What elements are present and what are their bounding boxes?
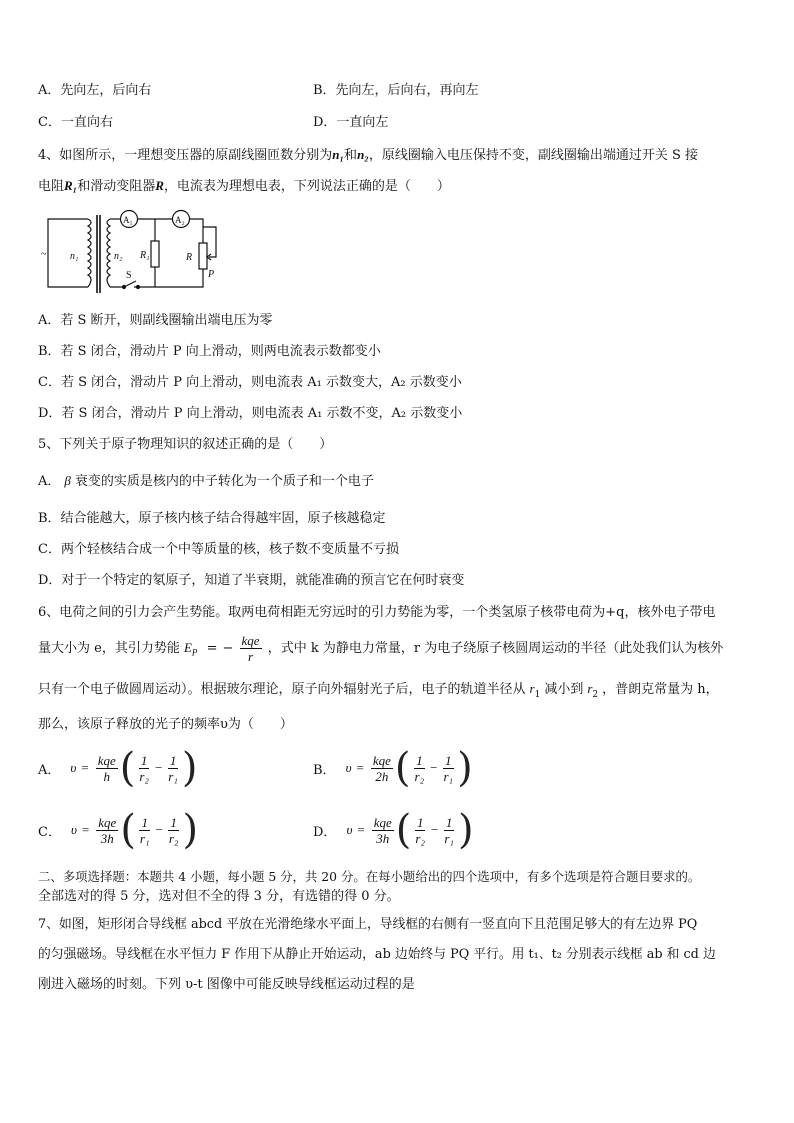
- q4-stem-line2: 电阻R₁和滑动变阻器R，电流表为理想电表，下列说法正确的是（ ）: [38, 178, 450, 194]
- q5-option-d: D．对于一个特定的氡原子，知道了半衰期，就能准确的预言它在何时衰变: [38, 573, 465, 588]
- section2-instructions-line2: 全部选对的得 5 分，选对但不全的得 3 分，有选错的得 0 分。: [38, 889, 400, 904]
- q4-option-d: D．若 S 闭合，滑动片 P 向上滑动，则电流表 A₁ 示数不变，A₂ 示数变小: [38, 406, 463, 421]
- q7-stem-line3: 刚进入磁场的时刻。下列 υ-t 图像中可能反映导线框运动过程的是: [38, 977, 415, 992]
- q4-circuit-diagram: [38, 205, 228, 300]
- r1-label: R₁: [140, 250, 150, 261]
- q6-stem-line2: 量大小为 e，其引力势能 $E_P$ = − $\frac{\text{kqe}}{r}$ ，式中 k 为静电力常量，r 为电子绕原子核圆周运动的半径（此处我们认为核外: [38, 633, 724, 664]
- q7-stem-line2: 的匀强磁场。导线框在水平恒力 F 作用下从静止开始运动，ab 边始终与 PQ 平行。用 t₁、t₂ 分别表示线框 ab 和 cd 边: [38, 947, 716, 962]
- q4-option-c: C．若 S 闭合，滑动片 P 向上滑动，则电流表 A₁ 示数变大，A₂ 示数变小: [38, 375, 462, 390]
- q6-option-a: A． υ = $\frac{\text{kqe}}{h}$ ( $\frac{1}{\text{r₂}}$ − $\frac{1}{\text{r₁}}$ ): [38, 745, 198, 791]
- q7-stem-line1: 7、如图，矩形闭合导线框 abcd 平放在光滑绝缘水平面上，导线框的右侧有一竖直向下且范围足够大的有左边界 PQ: [38, 917, 698, 932]
- q6-option-c: C． υ = $\frac{\text{kqe}}{3h}$ ( $\frac{1}{\text{r₁}}$ − $\frac{1}{\text{r₂}}$ ): [38, 807, 199, 853]
- q3-option-c: C．一直向右: [38, 115, 113, 130]
- a1-label: A₁: [123, 215, 133, 225]
- potential-energy-fraction: $\frac{\text{kqe}}{r}$: [241, 633, 260, 664]
- r-label: R: [186, 252, 193, 263]
- q6-stem-line4: 那么，该原子释放的光子的频率υ为（ ）: [38, 717, 293, 732]
- q3-option-d: D．一直向左: [313, 115, 389, 130]
- q5-stem: 5、下列关于原子物理知识的叙述正确的是（ ）: [38, 437, 333, 452]
- n2-label: n₂: [114, 251, 123, 262]
- q5-option-c: C．两个轻核结合成一个中等质量的核，核子数不变质量不亏损: [38, 542, 399, 557]
- q6-stem-line1: 6、电荷之间的引力会产生势能。取两电荷相距无穷远时的引力势能为零，一个类氢原子核带电荷为+q，核外电子带电: [38, 605, 716, 620]
- q4-option-b: B．若 S 闭合，滑动片 P 向上滑动，则两电流表示数都变小: [38, 344, 381, 359]
- n1-label: n₁: [70, 251, 79, 262]
- q6-option-d: D． υ = $\frac{\text{kqe}}{3h}$ ( $\frac{1}{\text{r₂}}$ − $\frac{1}{\text{r₁}}$ ): [313, 807, 474, 853]
- a2-label: A₂: [175, 215, 185, 225]
- q6-option-b: B． υ = $\frac{\text{kqe}}{2h}$ ( $\frac{1}{\text{r₂}}$ − $\frac{1}{\text{r₁}}$ ): [313, 745, 473, 791]
- q5-option-a: A． β 衰变的实质是核内的中子转化为一个质子和一个电子: [38, 473, 374, 489]
- q3-option-a: A．先向左，后向右: [38, 83, 152, 98]
- s-label: S: [126, 270, 132, 281]
- q4-stem-line1: 4、如图所示，一理想变压器的原副线圈匝数分别为n₁和n₂，原线圈输入电压保持不变，副线圈输出端通过开关 S 接: [38, 147, 698, 163]
- q3-option-b: B．先向左，后向右，再向左: [313, 83, 479, 98]
- p-label: P: [208, 269, 215, 280]
- section2-instructions-line1: 二、多项选择题：本题共 4 小题，每小题 5 分，共 20 分。在每小题给出的四个选项中，有多个选项是符合题目要求的。: [38, 869, 701, 884]
- ac-source-label: ~: [41, 249, 47, 260]
- q6-stem-line3: 只有一个电子做圆周运动）。根据玻尔理论，原子向外辐射光子后，电子的轨道半径从 $r_1$ 减小到 $r_2$ ，普朗克常量为 h，: [38, 681, 719, 700]
- q5-option-b: B．结合能越大，原子核内核子结合得越牢固，原子核越稳定: [38, 511, 386, 526]
- q4-option-a: A．若 S 断开，则副线圈输出端电压为零: [38, 313, 273, 328]
